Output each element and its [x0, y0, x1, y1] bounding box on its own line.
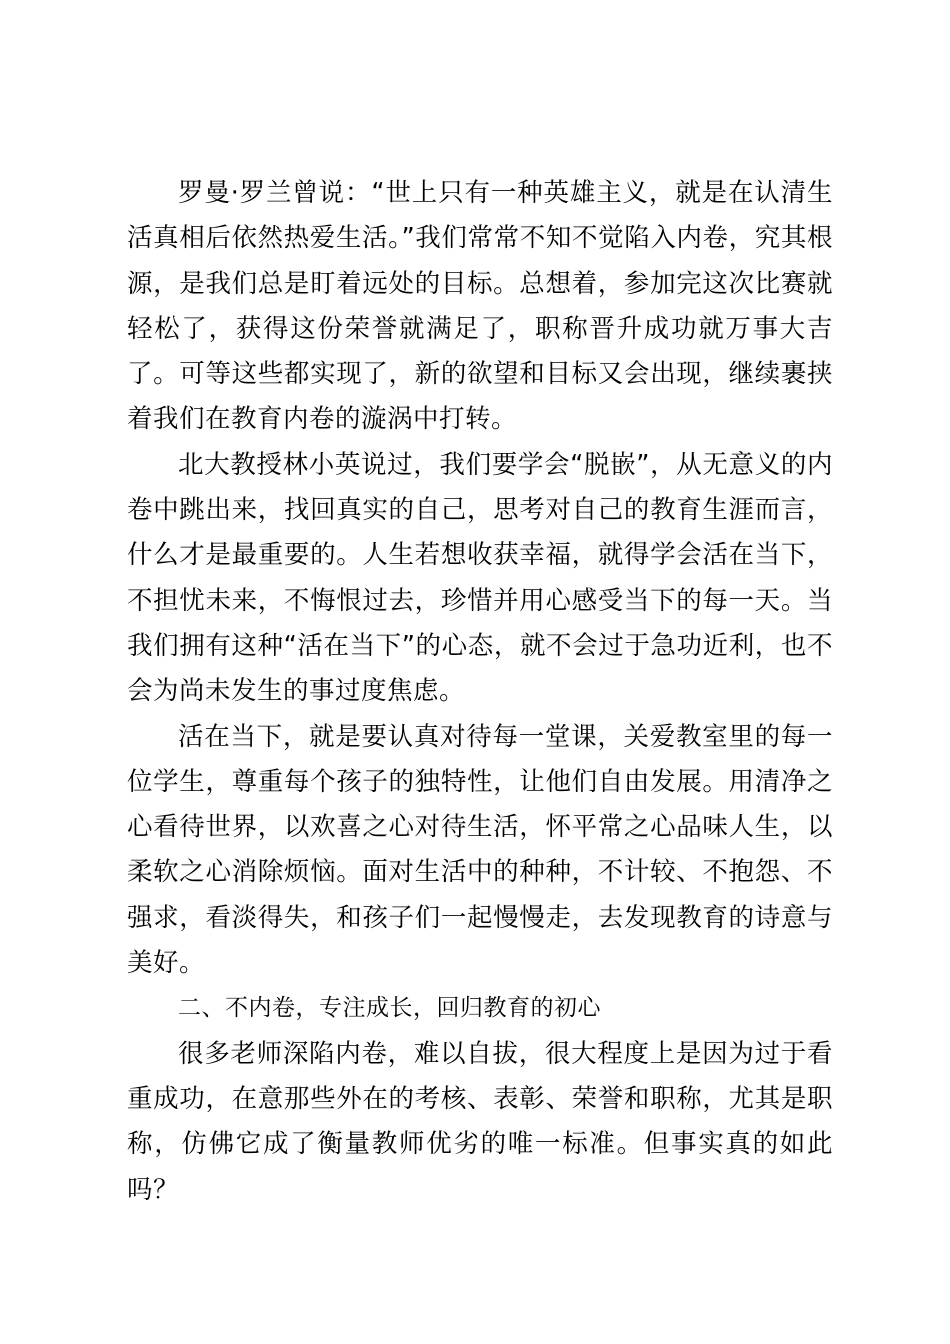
paragraph-teacher-titles: 很多老师深陷内卷，难以自拔，很大程度上是因为过于看重成功，在意那些外在的考核、表彰、荣誉和职称，尤其是职称，仿佛它成了衡量教师优劣的唯一标准。但事实真的如此吗？	[127, 1038, 833, 1205]
paragraph-romain-rolland-quote: 罗曼·罗兰曾说：“世上只有一种英雄主义，就是在认清生活真相后依然热爱生活。”我们常常不知不觉陷入内卷，究其根源，是我们总是盯着远处的目标。总想着，参加完这次比赛就轻松了，获得这份荣誉就满足了，职称晋升成功就万事大吉了。可等这些都实现了，新的欲望和目标又会出现，继续裹挟着我们在教育内卷的漩涡中打转。	[127, 178, 833, 435]
paragraph-live-in-present: 活在当下，就是要认真对待每一堂课，关爱教室里的每一位学生，尊重每个孩子的独特性，让他们自由发展。用清净之心看待世界，以欢喜之心对待生活，怀平常之心品味人生，以柔软之心消除烦恼。面对生活中的种种，不计较、不抱怨、不强求，看淡得失，和孩子们一起慢慢走，去发现教育的诗意与美好。	[127, 721, 833, 979]
paragraph-lin-xiaoying: 北大教授林小英说过，我们要学会“脱嵌”，从无意义的内卷中跳出来，找回真实的自己，思考对自己的教育生涯而言，什么才是最重要的。人生若想收获幸福，就得学会活在当下，不担忧未来，不悔恨过去，珍惜并用心感受当下的每一天。当我们拥有这种“活在当下”的心态，就不会过于急功近利，也不会为尚未发生的事过度焦虑。	[127, 449, 833, 707]
document-body	[127, 171, 833, 1213]
section-heading: 二、不内卷，专注成长，回归教育的初心	[178, 995, 601, 1022]
